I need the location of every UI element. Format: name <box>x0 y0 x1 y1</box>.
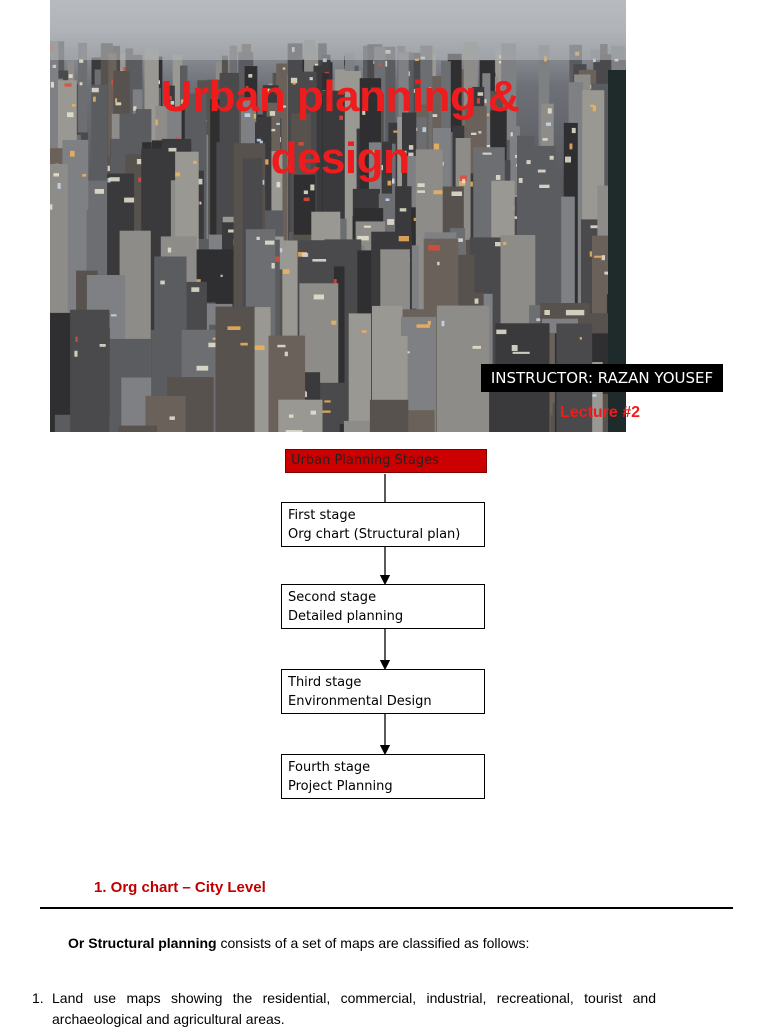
stage-description: Detailed planning <box>288 607 484 626</box>
stage-box-third <box>281 669 485 714</box>
lecture-number: Lecture #2 <box>560 404 640 422</box>
intro-text: consists of a set of maps are classified as follows: <box>217 935 530 951</box>
stage-name: Fourth stage <box>288 758 484 777</box>
stage-name: Second stage <box>288 588 484 607</box>
instructor-label: INSTRUCTOR: RAZAN YOUSEF <box>481 364 723 392</box>
stage-description: Project Planning <box>288 777 484 796</box>
stage-name: Third stage <box>288 673 484 692</box>
list-text-line: archaeological and agricultural areas. <box>52 1009 656 1030</box>
list-text-line: Land use maps showing the residential, commercial, industrial, recreational, tourist and <box>52 988 656 1009</box>
intro-bold-term: Or Structural planning <box>68 935 217 951</box>
cover-title: Urban planning & design <box>90 66 590 190</box>
stage-box-second <box>281 584 485 629</box>
stage-description: Org chart (Structural plan) <box>288 525 484 544</box>
stage-description: Environmental Design <box>288 692 484 711</box>
stage-box-first <box>281 502 485 547</box>
horizontal-rule <box>40 907 733 909</box>
diagram-header: Urban Planning Stages <box>285 449 487 473</box>
stage-box-fourth <box>281 754 485 799</box>
intro-paragraph <box>68 935 529 951</box>
list-number: 1. <box>32 988 44 1009</box>
section-heading: 1. Org chart – City Level <box>94 879 266 896</box>
stage-name: First stage <box>288 506 484 525</box>
